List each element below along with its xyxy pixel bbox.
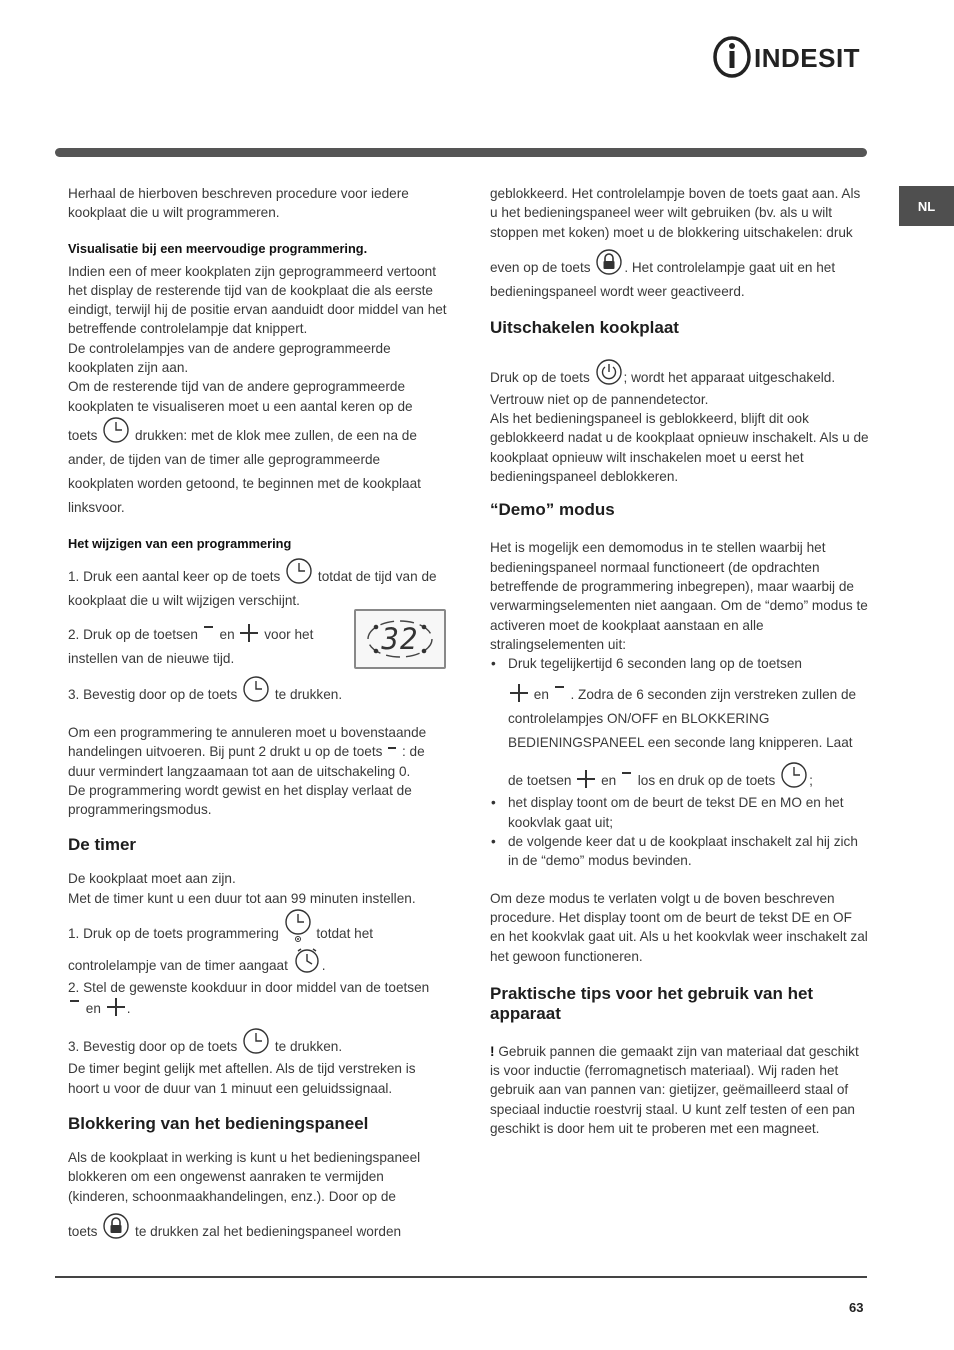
text: toets — [68, 1223, 98, 1239]
text: en — [219, 626, 235, 642]
minus-icon — [554, 683, 566, 703]
text: toets — [68, 427, 98, 443]
text: Druk op de toets — [490, 369, 590, 385]
left-column — [68, 184, 448, 1244]
step-1 — [68, 557, 448, 613]
text: ; — [809, 773, 813, 789]
text: 2. Druk op de toetsen — [68, 626, 198, 642]
text: controlelampje van de timer aangaat — [68, 958, 288, 974]
paragraph: Herhaal de hierboven beschreven procedure voor iedere kookplaat die u wilt programmeren. — [68, 186, 409, 221]
minus-icon — [203, 623, 215, 643]
top-rule — [55, 148, 867, 157]
paragraph-with-icon — [490, 358, 870, 390]
text: Druk tegelijkertijd 6 seconden lang op de toetsen — [508, 656, 802, 672]
text: . Het controlelampje gaat uit en het bedieningspaneel wordt weer geactiveerd. — [490, 259, 836, 299]
paragraph: De kookplaat moet aan zijn. — [68, 871, 236, 887]
plus-icon — [106, 997, 126, 1017]
text: en — [533, 687, 549, 703]
bullet-list — [490, 654, 870, 870]
timer-step-1 — [68, 908, 448, 946]
minus-icon — [69, 997, 81, 1017]
paragraph-cancel — [68, 723, 448, 781]
text: de toetsen — [508, 773, 572, 789]
timer-step-2: 2. Stel de gewenste kookduur in door middel van de toetsen — [68, 980, 430, 996]
step-3 — [68, 675, 448, 707]
text: totdat het — [316, 926, 374, 942]
subheading-change-program: Het wijzigen van een programmering — [68, 535, 292, 551]
paragraph: Vertrouw niet op de pannendetector. — [490, 391, 709, 407]
clock-icon — [242, 675, 270, 703]
heading-tips: Praktische tips voor het gebruik van het apparaat — [490, 983, 814, 1023]
list-item: • de volgende keer dat u de kookplaat inschakelt zal hij zich in de “demo” modus bevinden. — [508, 832, 870, 871]
indesit-logo — [712, 34, 870, 80]
text: 1. Druk op de toets programmering — [68, 926, 279, 942]
timer-icon — [293, 946, 321, 974]
lock-icon — [102, 1212, 130, 1240]
display-value: 32 — [381, 622, 419, 656]
line — [508, 761, 870, 793]
language-tab: NL — [899, 186, 954, 226]
step-2 — [68, 623, 328, 671]
text: : de duur vermindert langzaamaan tot aan de uitschakeling 0. — [68, 744, 425, 779]
text: drukken: met de klok mee zullen, de een na de ander, de tijden van de timer alle geprogrammeerde kookplaten worden getoond, te beginnen met de kookplaat linksvoor. — [68, 427, 421, 515]
paragraph-with-icon — [490, 248, 870, 304]
text: Om een programmering te annuleren moet u bovenstaande handelingen uitvoeren. Bij punt 2 drukt u op de toets — [68, 724, 427, 760]
text: los en druk op de toets — [637, 773, 776, 789]
paragraph: Met de timer kunt u een duur tot aan 99 minuten instellen. — [68, 890, 416, 906]
warning-mark: ! — [490, 1043, 495, 1059]
paragraph-tip — [490, 1042, 870, 1138]
minus-icon — [621, 769, 633, 789]
text: 3. Bevestig door op de toets — [68, 686, 238, 702]
paragraph: Als het bedieningspaneel is geblokkeerd, blijft dit ook geblokkeerd nadat u de kookplaat opnieuw inschakelt. Als u de kookplaat opnieuw wilt inschakelen moet u eerst het bedieningspaneel deblokkeren. — [490, 411, 869, 485]
power-icon — [595, 358, 623, 386]
text: en — [601, 773, 617, 789]
plus-icon — [239, 623, 259, 643]
minus-icon — [387, 746, 397, 760]
text: even op de toets — [490, 259, 591, 275]
text: te drukken zal het bedieningspaneel worden — [135, 1223, 402, 1239]
right-column — [490, 184, 870, 1138]
paragraph-with-icon — [68, 416, 448, 520]
paragraph: Om deze modus te verlaten volgt u de boven beschreven procedure. Het display toont om de beurt de tekst DE en OF en het kookvlak gaat uit. Als u het kookvlak weer inschakelt zal het gewoon functioneren. — [490, 890, 868, 964]
text: ; wordt het apparaat uitgeschakeld. — [623, 369, 836, 385]
paragraph: Het is mogelijk een demomodus in te stellen waarbij het bedieningspaneel normaal functioneert (de opdrachten betreffende de programmering inbegrepen), maar waarbij de verwarmingselementen niet aangaan. Om de “demo” modus te activeren moet de kookplaat aanstaan en alle stralingselementen uit: — [490, 540, 868, 652]
clock-icon — [780, 761, 808, 789]
page-number: 63 — [849, 1300, 864, 1315]
text: Gebruik pannen die gemaakt zijn van materiaal dat geschikt is voor inductie (ferromagnetisch materiaal). Wij raden het gebruik aan van pannen van: gietijzer, geëmailleerd staal of speciaal inductie roestvrij staal. U kunt zelf testen of een pan geschikt is door hem uit te proberen met een magneet. — [490, 1043, 859, 1137]
paragraph: Indien een of meer kookplaten zijn geprogrammeerd vertoont het display de resterende tijd van de kookplaat die als eerste eindigt, terwijl hij de positie ervan aanduidt door middel van het betreffende controlelampje dat knippert. — [68, 263, 447, 337]
paragraph: De programmering wordt gewist en het display verlaat de programmeringsmodus. — [68, 782, 412, 818]
text: te drukken. — [274, 1039, 343, 1055]
paragraph: De timer begint gelijk met aftellen. Als de tijd verstreken is hoort u voor de duur van 1 minuut een geluidssignaal. — [68, 1061, 416, 1096]
text: . Zodra de 6 seconden zijn verstreken zullen de controlelampjes ON/OFF en BLOKKERING BEDIENINGSPANEEL een seconde lang knipperen. Laat — [508, 687, 857, 751]
bottom-rule — [55, 1276, 867, 1278]
clock-with-dot-icon — [284, 908, 312, 942]
heading-demo: “Demo” modus — [490, 500, 615, 520]
list-item: • het display toont om de beurt de tekst DE en MO en het kookvlak gaat uit; — [508, 793, 870, 832]
heading-lock: Blokkering van het bedieningspaneel — [68, 1113, 369, 1133]
text: voor het instellen van de nieuwe tijd. — [68, 626, 314, 666]
line — [508, 683, 870, 755]
paragraph: Om de resterende tijd van de andere geprogrammeerde kookplaten te visualiseren moet u een aantal keren op de — [68, 379, 413, 414]
clock-icon — [285, 557, 313, 585]
clock-icon — [242, 1027, 270, 1055]
timer-step-2b: en . — [68, 997, 448, 1021]
text: 3. Bevestig door op de toets — [68, 1039, 238, 1055]
timer-step-1b: controlelampje van de timer aangaat . — [68, 946, 448, 978]
clock-icon — [102, 416, 130, 444]
plus-icon — [509, 683, 529, 703]
plus-icon — [576, 769, 596, 789]
list-item — [508, 654, 870, 793]
paragraph: geblokkeerd. Het controlelampje boven de toets gaat aan. Als u het bedieningspaneel weer wilt gebruiken (bv. als u wilt stoppen met koken) moet u de blokkering uitschakelen: druk — [490, 186, 861, 240]
heading-timer: De timer — [68, 835, 137, 855]
text: totdat de tijd van de kookplaat die u wilt wijzigen verschijnt. — [68, 568, 437, 608]
paragraph-with-icon — [68, 1212, 448, 1244]
svg-text:INDESIT: INDESIT — [754, 43, 861, 73]
paragraph: De controlelampjes van de andere geprogrammeerde kookplaten zijn aan. — [68, 340, 391, 376]
lock-icon — [595, 248, 623, 276]
heading-switch-off: Uitschakelen kookplaat — [490, 317, 679, 337]
cooktop-display-illustration — [354, 609, 446, 669]
text: en — [85, 1001, 101, 1017]
text: te drukken. — [274, 686, 343, 702]
timer-step-3 — [68, 1027, 448, 1059]
subheading-visualisation: Visualisatie bij een meervoudige programmering. — [68, 240, 368, 256]
paragraph: Als de kookplaat in werking is kunt u het bedieningspaneel blokkeren om een ongewenst aanraken te vermijden (kinderen, schoonmaakhandelingen, enz.). Door op de — [68, 1149, 421, 1204]
text: 1. Druk een aantal keer op de toets — [68, 568, 281, 584]
